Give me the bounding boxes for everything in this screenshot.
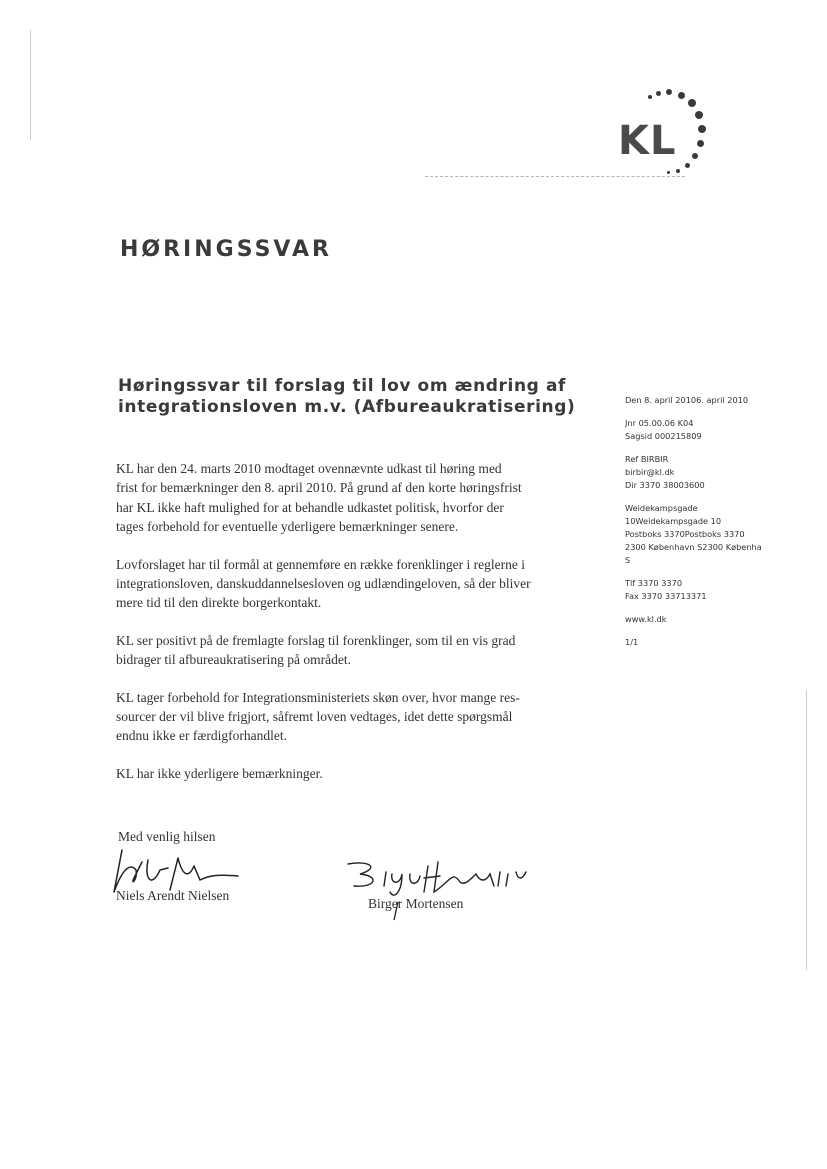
address-line: S	[625, 555, 631, 565]
letter-body	[116, 459, 596, 801]
phone: Tlf 3370 3370	[625, 578, 683, 588]
signer-name: Birger Mortensen	[368, 896, 464, 911]
paragraph	[116, 555, 596, 613]
sender-info-sidebar	[625, 395, 800, 650]
document-type-heading: HØRINGSSVAR	[120, 237, 332, 262]
address-line: 10Weidekampsgade 10	[625, 516, 722, 526]
scan-edge-right	[806, 690, 807, 970]
paragraph	[116, 631, 596, 670]
fax: Fax 3370 33713371	[625, 591, 707, 601]
text-line: KL ser positivt på de fremlagte forslag til forenklinger, som til en vis grad	[116, 632, 516, 648]
case-id: Sagsid 000215809	[625, 431, 702, 441]
kl-logo	[600, 80, 730, 190]
subject-heading	[118, 376, 598, 418]
reference: Ref BIRBIR	[625, 454, 669, 464]
signer-name: Niels Arendt Nielsen	[116, 888, 230, 903]
text-line: KL har den 24. marts 2010 modtaget ovennævnte udkast til høring med	[116, 461, 502, 476]
text-line: mere tid til den direkte borgerkontakt.	[116, 595, 322, 611]
text-line: har KL ikke haft mulighed for at behandle udkastet politisk, hvorfor der	[116, 499, 504, 515]
direct-phone: Dir 3370 38003600	[625, 480, 705, 490]
page-number: 1/1	[625, 637, 639, 647]
journal-number: Jnr 05.00.06 K04	[625, 418, 694, 428]
email: birbir@kl.dk	[625, 467, 675, 477]
scan-edge-left	[30, 30, 31, 140]
paragraph	[116, 764, 596, 783]
text-line: frist for bemærkninger den 8. april 2010. På grund af den korte høringsfrist	[116, 480, 522, 496]
address-line: Postboks 3370Postboks 3370	[625, 529, 745, 539]
text-line: KL tager forbehold for Integrationsministeriets skøn over, hvor mange res-	[116, 689, 520, 705]
text-line: endnu ikke er færdigforhandlet.	[116, 728, 287, 744]
kl-logo-text: KL	[618, 118, 677, 164]
text-line: tages forbehold for eventuelle yderligere bemærkninger senere.	[116, 519, 459, 535]
text-line: KL har ikke yderligere bemærkninger.	[116, 765, 323, 781]
address-line: Weidekampsgade	[625, 503, 698, 513]
text-line: sourcer der vil blive frigjort, såfremt loven vedtages, idet dette spørgsmål	[116, 709, 513, 725]
address-line: 2300 København S2300 Københa	[625, 542, 762, 552]
text-line: integrationsloven, danskuddannelsesloven og udlændingeloven, så der bliver	[116, 576, 531, 592]
closing-greeting: Med venlig hilsen	[118, 829, 216, 844]
paragraph	[116, 459, 596, 537]
letter-date: Den 8. april 20106. april 2010	[625, 395, 749, 405]
subject-line: integrationsloven m.v. (Afbureaukratisering)	[118, 397, 576, 417]
header-rule	[425, 176, 685, 177]
text-line: Lovforslaget har til formål at gennemføre en række forenklinger i reglerne i	[116, 556, 525, 572]
paragraph	[116, 688, 596, 746]
subject-line: Høringssvar til forslag til lov om ændring af	[118, 376, 567, 396]
website: www.kl.dk	[625, 614, 667, 624]
text-line: bidrager til afbureaukratisering på området.	[116, 652, 352, 668]
